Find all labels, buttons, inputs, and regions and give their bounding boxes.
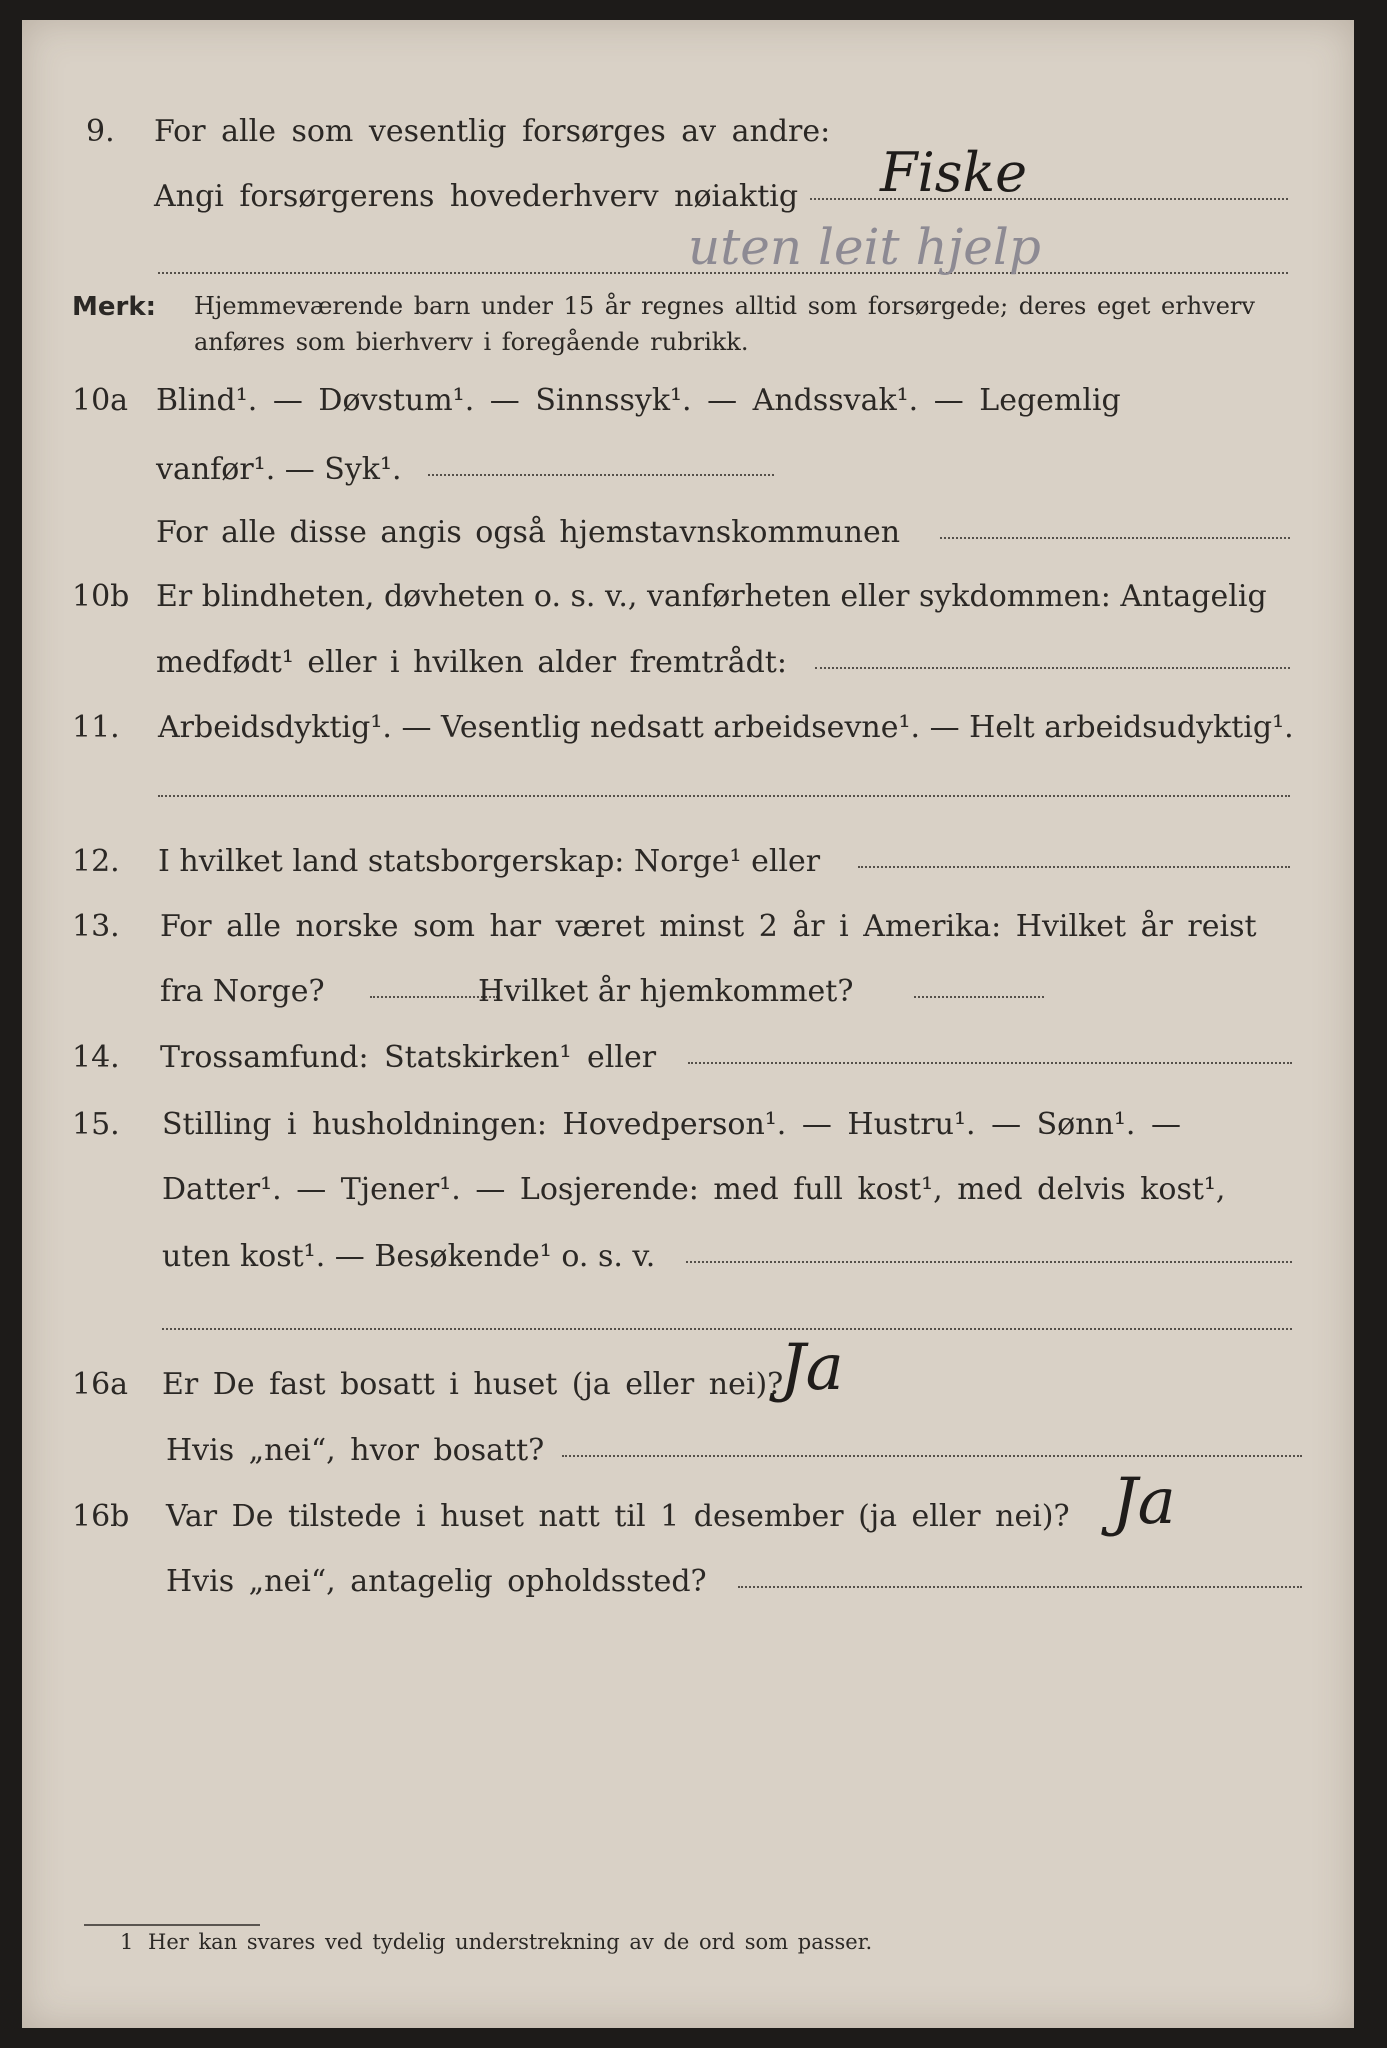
q11-line1: Arbeidsdyktig¹. — Vesentlig nedsatt arbeidsevne¹. — Helt arbeidsudyktig¹. (158, 710, 1294, 745)
q9-answer-2: uten leit hjelp (688, 218, 1041, 276)
q10a-hometown-line (940, 537, 1290, 539)
q14-answer-line (688, 1062, 1292, 1064)
q9-number: 9. (86, 114, 115, 149)
q16a-number: 16a (72, 1367, 129, 1402)
footnote-rule (84, 1924, 260, 1926)
q10a-line2: vanfør¹. — Syk¹. (156, 452, 402, 487)
q13-year-returned-line (914, 996, 1044, 998)
q11-number: 11. (72, 710, 120, 745)
q13-number: 13. (72, 909, 120, 944)
q16a-line1: Er De fast bosatt i huset (ja eller nei)? (162, 1367, 784, 1402)
q15-number: 15. (72, 1107, 120, 1142)
q16a-answer: Ja (780, 1331, 844, 1405)
q9-answer: Fiske (880, 141, 1028, 204)
q15-answer-line (686, 1261, 1292, 1263)
q15-line1: Stilling i husholdningen: Hovedperson¹. — Hustru¹. — Sønn¹. — (162, 1107, 1181, 1142)
q16b-line1: Var De tilstede i huset natt til 1 desember (ja eller nei)? (166, 1499, 1070, 1534)
q10a-answer-line (428, 474, 774, 476)
q13-line2b: Hvilket år hjemkommet? (478, 974, 854, 1009)
q15-line2: Datter¹. — Tjener¹. — Losjerende: med full kost¹, med delvis kost¹, (162, 1172, 1226, 1207)
q15-extra-line (162, 1328, 1292, 1330)
q10a-number: 10a (72, 383, 129, 418)
q10a-line1: Blind¹. — Døvstum¹. — Sinnssyk¹. — Andssvak¹. — Legemlig (156, 383, 1121, 418)
q10b-number: 10b (72, 579, 130, 614)
q14-line1: Trossamfund: Statskirken¹ eller (160, 1040, 657, 1075)
footnote-text: Her kan svares ved tydelig understrekning av de ord som passer. (148, 1930, 873, 1954)
q10b-answer-line (815, 667, 1290, 669)
form-page (22, 20, 1354, 2028)
q13-line2a: fra Norge? (160, 974, 325, 1009)
footnote-mark: 1 (120, 1930, 134, 1954)
q16b-number: 16b (72, 1499, 130, 1534)
q12-answer-line (858, 866, 1290, 868)
q16a-answer-line (562, 1455, 1302, 1457)
q10a-line3: For alle disse angis også hjemstavnskommunen (156, 515, 901, 550)
q15-line3: uten kost¹. — Besøkende¹ o. s. v. (162, 1239, 656, 1274)
q12-line1: I hvilket land statsborgerskap: Norge¹ eller (158, 844, 821, 879)
q16b-answer-line (738, 1586, 1302, 1588)
q10b-line1: Er blindheten, døvheten o. s. v., vanførheten eller sykdommen: Antagelig (156, 579, 1267, 614)
q16b-line2: Hvis „nei“, antagelig opholdssted? (166, 1564, 707, 1599)
q11-answer-line (158, 795, 1290, 797)
merk-line2: anføres som bierhverv i foregående rubrikk. (194, 328, 749, 356)
q10b-line2: medfødt¹ eller i hvilken alder fremtrådt: (156, 645, 787, 680)
q16a-line2: Hvis „nei“, hvor bosatt? (166, 1433, 545, 1468)
q14-number: 14. (72, 1040, 120, 1075)
q9-line2: Angi forsørgerens hovederhverv nøiaktig (154, 179, 799, 214)
merk-label: Merk: (72, 292, 157, 322)
merk-line1: Hjemmeværende barn under 15 år regnes alltid som forsørgede; deres eget erhverv (194, 292, 1255, 320)
q16b-answer: Ja (1112, 1465, 1176, 1539)
q9-line1: For alle som vesentlig forsørges av andre: (154, 114, 831, 149)
q13-line1: For alle norske som har været minst 2 år i Amerika: Hvilket år reist (160, 909, 1257, 944)
q12-number: 12. (72, 844, 120, 879)
